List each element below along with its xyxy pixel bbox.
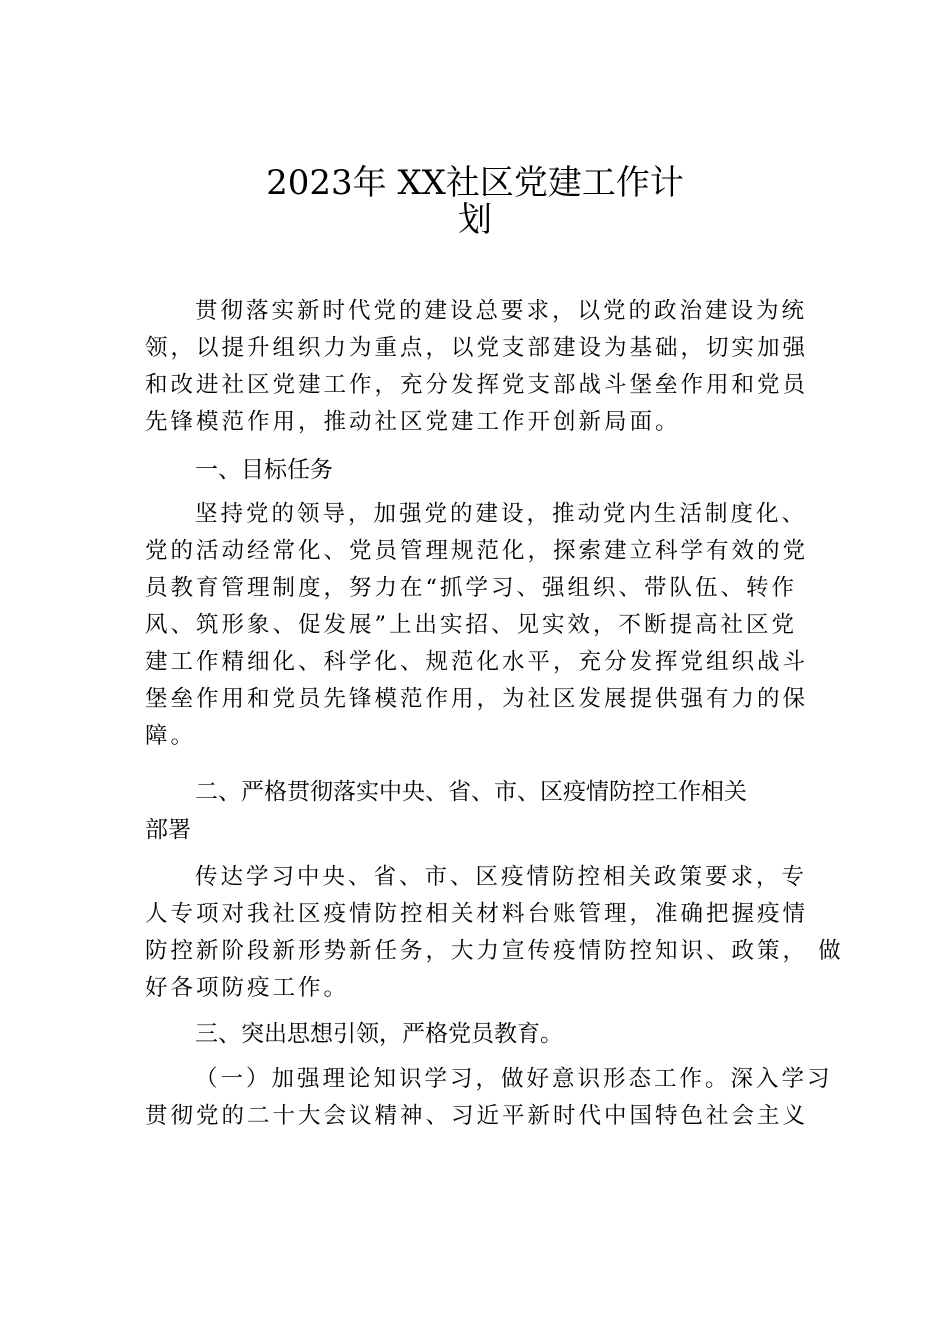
paragraph-line: 贯彻党的二十大会议精神、习近平新时代中国特色社会主义 — [145, 1103, 809, 1129]
heading-line: 部署 — [145, 817, 191, 843]
paragraph-line: 风、筑形象、促发展”上出实招、见实效，不断提高社区党 — [145, 612, 798, 638]
section-heading-2 — [145, 773, 815, 849]
section3-paragraph — [145, 1061, 833, 1135]
paragraph-line: 坚持党的领导，加强党的建设，推动党内生活制度化、 — [195, 501, 808, 527]
paragraph-line: 先锋模范作用，推动社区党建工作开创新局面。 — [145, 409, 681, 435]
heading-line: 三、突出思想引领，严格党员教育。 — [195, 1021, 563, 1047]
paragraph-line: 障。 — [145, 723, 197, 749]
section-heading-1 — [145, 451, 815, 489]
paragraph-line: （一）加强理论知识学习，做好意识形态工作。深入学习 — [195, 1066, 833, 1092]
document-title: 2023年 XX社区党建工作计 — [266, 163, 684, 203]
paragraph-line: 党的活动经常化、党员管理规范化，探索建立科学有效的党 — [145, 538, 809, 564]
section2-paragraph — [145, 859, 844, 1007]
paragraph-line: 传达学习中央、省、市、区疫情防控相关政策要求，专 — [195, 864, 808, 890]
intro-paragraph — [145, 293, 815, 441]
paragraph-line: 堡垒作用和党员先锋模范作用，为社区发展提供强有力的保 — [145, 686, 809, 712]
section-heading-3 — [145, 1015, 815, 1053]
heading-line: 一、目标任务 — [195, 457, 333, 483]
paragraph-line: 防控新阶段新形势新任务，大力宣传疫情防控知识、政策， 做 — [145, 938, 844, 964]
paragraph-line: 员教育管理制度，努力在“抓学习、强组织、带队伍、转作 — [145, 575, 798, 601]
section1-paragraph — [145, 496, 815, 755]
paragraph-line: 人专项对我社区疫情防控相关材料台账管理，准确把握疫情 — [145, 901, 809, 927]
paragraph-line: 和改进社区党建工作，充分发挥党支部战斗堡垒作用和党员 — [145, 372, 809, 398]
paragraph-line: 领，以提升组织力为重点，以党支部建设为基础，切实加强 — [145, 335, 809, 361]
paragraph-line: 贯彻落实新时代党的建设总要求，以党的政治建设为统 — [195, 298, 808, 324]
heading-line: 二、严格贯彻落实中央、省、市、区疫情防控工作相关 — [195, 779, 747, 805]
paragraph-line: 建工作精细化、科学化、规范化水平，充分发挥党组织战斗 — [145, 649, 809, 675]
paragraph-line: 好各项防疫工作。 — [145, 975, 350, 1001]
document-title-continued: 划 — [458, 200, 492, 240]
